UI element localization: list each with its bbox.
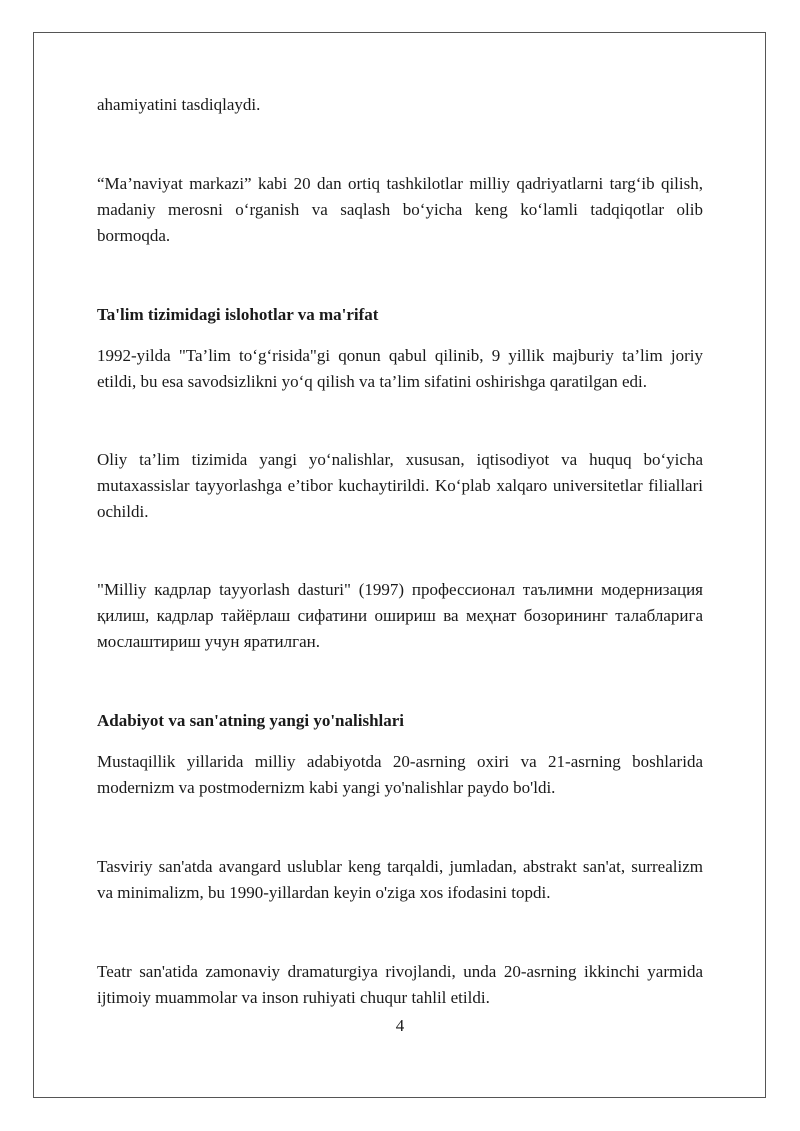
paragraph-education-law-1992: 1992-yilda "Ta’lim to‘g‘risida"gi qonun qabul qilinib, 9 yillik majburiy ta’lim joriy etildi, bu esa savodsizlikni yo‘q qilish va ta’lim sifatini oshirishga qaratilgan edi.: [97, 346, 703, 391]
page-number: 4: [395, 1016, 405, 1035]
section-heading-education: Ta'lim tizimidagi islohotlar va ma'rifat: [97, 305, 379, 324]
paragraph-cadre-program: "Milliy кадрлар tayyorlash dasturi" (1997) профессионал таълимни модернизация қилиш, кадрлар тайёрлаш сифатини ошириш ва меҳнат бозорининг талабларига мослаштириш учун яратилган.: [97, 580, 703, 651]
page-content: [97, 92, 703, 1011]
paragraph-continuation: ahamiyatini tasdiqlaydi.: [97, 95, 261, 114]
section-heading-literature-art: Adabiyot va san'atning yangi yo'nalishlari: [97, 711, 405, 730]
paragraph-manaviyat-markazi: “Ma’naviyat markazi” kabi 20 dan ortiq tashkilotlar milliy qadriyatlarni targ‘ib qilish, madaniy merosni o‘rganish va saqlash bo‘yicha keng ko‘lamli tadqiqotlar olib bormoqda.: [97, 174, 703, 245]
paragraph-visual-art: Tasviriy san'atda avangard uslublar keng tarqaldi, jumladan, abstrakt san'at, surrealizm va minimalizm, bu 1990-yillardan keyin o'ziga xos ifodasini topdi.: [97, 857, 703, 902]
paragraph-higher-education: Oliy ta’lim tizimida yangi yo‘nalishlar, xususan, iqtisodiyot va huquq bo‘yicha mutaxassislar tayyorlashga e’tibor kuchaytirildi. Ko‘plab xalqaro universitetlar filiallari ochildi.: [97, 450, 703, 521]
paragraph-literature: Mustaqillik yillarida milliy adabiyotda 20-asrning oxiri va 21-asrning boshlarida modernizm va postmodernizm kabi yangi yo'nalishlar paydo bo'ldi.: [97, 752, 703, 797]
paragraph-theatre: Teatr san'atida zamonaviy dramaturgiya rivojlandi, unda 20-asrning ikkinchi yarmida ijtimoiy muammolar va inson ruhiyati chuqur tahlil etildi.: [97, 962, 703, 1007]
